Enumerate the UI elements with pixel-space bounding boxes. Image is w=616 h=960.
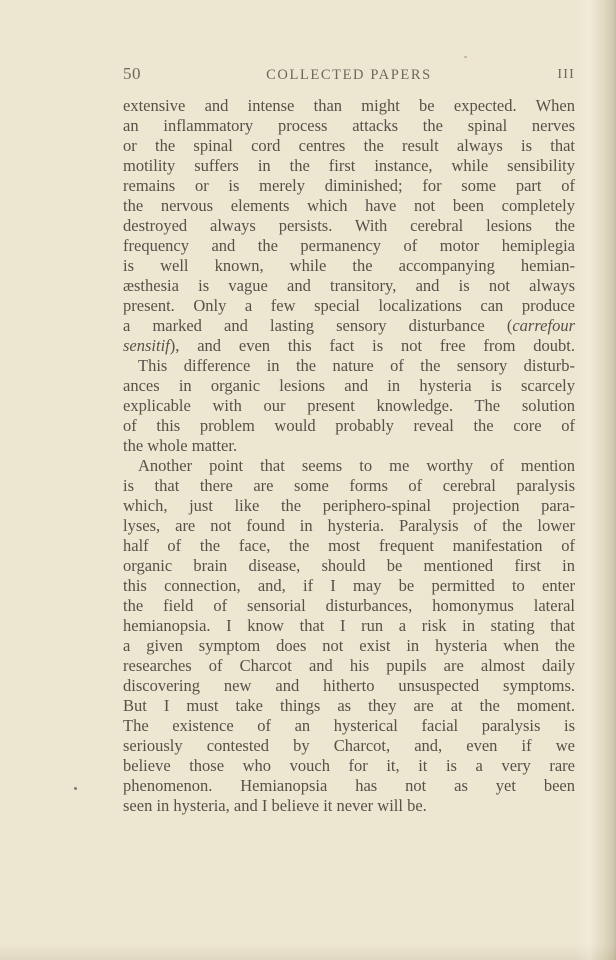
print-speck xyxy=(74,787,77,790)
print-speck xyxy=(464,56,467,58)
text-line: seriously contested by Charcot, and, even if we xyxy=(123,736,575,755)
text-line: or the spinal cord centres the result always is that xyxy=(123,136,575,155)
body-text xyxy=(123,96,575,816)
text-line: believe those who vouch for it, it is a very rare xyxy=(123,756,575,775)
text-line: organic brain disease, should be mentioned first in xyxy=(123,556,575,575)
text-line: phenomenon. Hemianopsia has not as yet been xyxy=(123,776,575,795)
text-line: present. Only a few special localizations can produce xyxy=(123,296,575,315)
text-line: This difference in the nature of the sensory disturb- xyxy=(138,356,575,375)
text-line: this connection, and, if I may be permitted to enter xyxy=(123,576,575,595)
text-line: hemianopsia. I know that I run a risk in stating that xyxy=(123,616,575,635)
text-line: a given symptom does not exist in hysteria when the xyxy=(123,636,575,655)
text-line: is that there are some forms of cerebral paralysis xyxy=(123,476,575,495)
text-line: of this problem would probably reveal the core of xyxy=(123,416,575,435)
text-line: discovering new and hitherto unsuspected symptoms. xyxy=(123,676,575,695)
text-line: remains or is merely diminished; for some part of xyxy=(123,176,575,195)
text-line: explicable with our present knowledge. The solution xyxy=(123,396,575,415)
text-line: seen in hysteria, and I believe it never will be. xyxy=(123,796,427,815)
text-line: is well known, while the accompanying hemian- xyxy=(123,256,575,275)
text-line: the field of sensorial disturbances, homonymus lateral xyxy=(123,596,575,615)
text-line: But I must take things as they are at the moment. xyxy=(123,696,575,715)
section-numeral: III xyxy=(557,67,575,82)
text-line: Another point that seems to me worthy of mention xyxy=(138,456,575,475)
running-title: COLLECTED PAPERS xyxy=(266,67,432,83)
page-number: 50 xyxy=(123,64,141,83)
text-line: an inflammatory process attacks the spinal nerves xyxy=(123,116,575,135)
page-header xyxy=(123,64,575,86)
text-line: sensitif), and even this fact is not free from doubt. xyxy=(123,336,575,355)
text-line: the whole matter. xyxy=(123,436,238,455)
text-line: which, just like the periphero-spinal projection para- xyxy=(123,496,575,515)
text-line: half of the face, the most frequent manifestation of xyxy=(123,536,575,555)
text-line: The existence of an hysterical facial paralysis is xyxy=(123,716,575,735)
text-line: researches of Charcot and his pupils are almost daily xyxy=(123,656,575,675)
text-line: destroyed always persists. With cerebral lesions the xyxy=(123,216,575,235)
text-line: lyses, are not found in hysteria. Paralysis of the lower xyxy=(123,516,575,535)
text-line: ances in organic lesions and in hysteria is scarcely xyxy=(123,376,575,395)
text-line: the nervous elements which have not been completely xyxy=(123,196,575,215)
text-line: frequency and the permanency of motor hemiplegia xyxy=(123,236,575,255)
text-line: a marked and lasting sensory disturbance (carrefour xyxy=(123,316,575,335)
text-line: motility suffers in the first instance, while sensibility xyxy=(123,156,575,175)
text-line: æsthesia is vague and transitory, and is not always xyxy=(123,276,575,295)
text-line: extensive and intense than might be expected. When xyxy=(123,96,575,115)
